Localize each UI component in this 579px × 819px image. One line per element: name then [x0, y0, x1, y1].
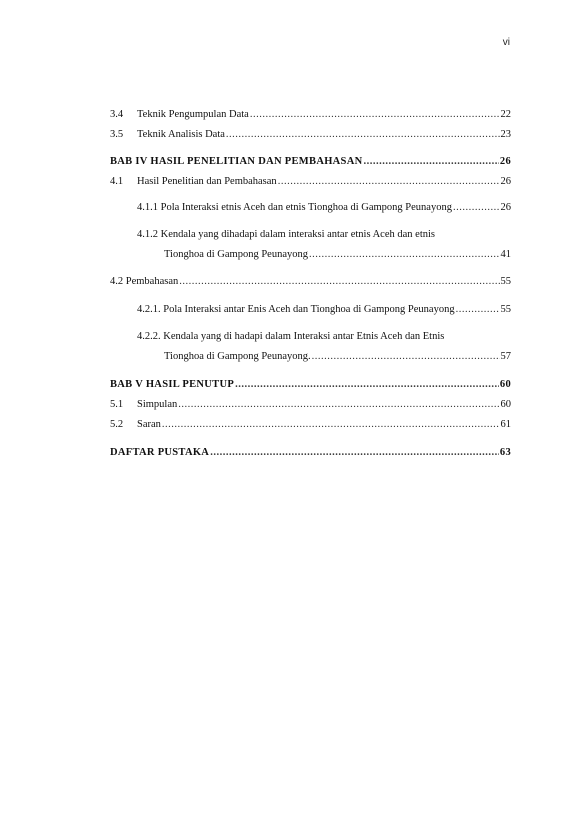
- toc-entry-label: Tionghoa di Gampong Peunayong.: [164, 351, 311, 362]
- dot-leader: [235, 378, 499, 392]
- toc-entry-label: Tionghoa di Gampong Peunayong: [164, 249, 308, 260]
- toc-entry-4-1: [110, 175, 511, 189]
- table-of-contents: [110, 108, 511, 460]
- toc-entry-3-4: [110, 108, 511, 122]
- dot-leader: [453, 201, 500, 215]
- toc-entry-4-1-2: [110, 248, 511, 262]
- toc-entry-number: 3.5: [110, 129, 124, 140]
- toc-chapter-label: DAFTAR PUSTAKA: [110, 447, 210, 458]
- toc-entry-4-2: [110, 275, 511, 289]
- toc-chapter-daftar-pustaka: [110, 446, 511, 460]
- dot-leader: [210, 446, 499, 460]
- toc-entry-label: Teknik Pengumpulan Data: [137, 109, 249, 120]
- dot-leader: [309, 248, 500, 262]
- toc-entry-3-5: [110, 128, 511, 142]
- toc-entry-label: Simpulan: [137, 399, 178, 410]
- toc-entry-label: Saran: [137, 419, 161, 430]
- toc-entry-page: 26: [500, 202, 511, 213]
- toc-entry-label: Hasil Penelitian dan Pembahasan: [137, 176, 277, 187]
- toc-chapter-page: 60: [499, 379, 511, 390]
- dot-leader: [162, 418, 500, 432]
- toc-entry-4-2-2-line1: 4.2.2. Kendala yang di hadapi dalam Interaksi antar Etnis Aceh dan Etnis: [137, 331, 445, 342]
- dot-leader: [178, 398, 499, 412]
- toc-entry-number: 5.1: [110, 399, 124, 410]
- toc-entry-5-2: [110, 418, 511, 432]
- toc-entry-4-2-1: [110, 303, 511, 317]
- toc-entry-4-1-1: [110, 201, 511, 215]
- toc-entry-label: 4.1.1 Pola Interaksi etnis Aceh dan etnis Tionghoa di Gampong Peunayong: [137, 202, 452, 213]
- toc-entry-number: 3.4: [110, 109, 124, 120]
- toc-entry-4-1-2-line1: 4.1.2 Kendala yang dihadapi dalam interaksi antar etnis Aceh dan etnis: [137, 229, 435, 240]
- dot-leader: [278, 175, 500, 189]
- toc-chapter-page: 26: [499, 156, 511, 167]
- toc-entry-page: 22: [500, 109, 511, 120]
- toc-entry-number: 5.2: [110, 419, 124, 430]
- dot-leader: [456, 303, 500, 317]
- dot-leader: [312, 350, 500, 364]
- toc-entry-page: 57: [500, 351, 511, 362]
- toc-entry-label: Teknik Analisis Data: [137, 129, 225, 140]
- toc-chapter-bab-v: [110, 378, 511, 392]
- toc-entry-page: 55: [500, 304, 511, 315]
- dot-leader: [179, 275, 499, 289]
- toc-entry-label: 4.2.1. Pola Interaksi antar Enis Aceh dan Tionghoa di Gampong Peunayong: [137, 304, 455, 315]
- toc-entry-label: 4.2 Pembahasan: [110, 276, 179, 287]
- toc-entry-page: 26: [500, 176, 511, 187]
- dot-leader: [363, 155, 498, 169]
- toc-entry-page: 61: [500, 419, 511, 430]
- dot-leader: [226, 128, 500, 142]
- toc-chapter-page: 63: [499, 447, 511, 458]
- toc-entry-page: 23: [500, 129, 511, 140]
- toc-entry-page: 60: [500, 399, 511, 410]
- toc-entry-4-2-2: [110, 350, 511, 364]
- toc-chapter-label: BAB IV HASIL PENELITIAN DAN PEMBAHASAN: [110, 156, 363, 167]
- toc-entry-5-1: [110, 398, 511, 412]
- toc-chapter-bab-iv: [110, 155, 511, 169]
- toc-chapter-label: BAB V HASIL PENUTUP: [110, 379, 235, 390]
- dot-leader: [250, 108, 500, 122]
- toc-entry-number: 4.1: [110, 176, 124, 187]
- toc-entry-page: 55: [500, 276, 511, 287]
- page-number: vi: [502, 37, 510, 48]
- toc-entry-page: 41: [500, 249, 511, 260]
